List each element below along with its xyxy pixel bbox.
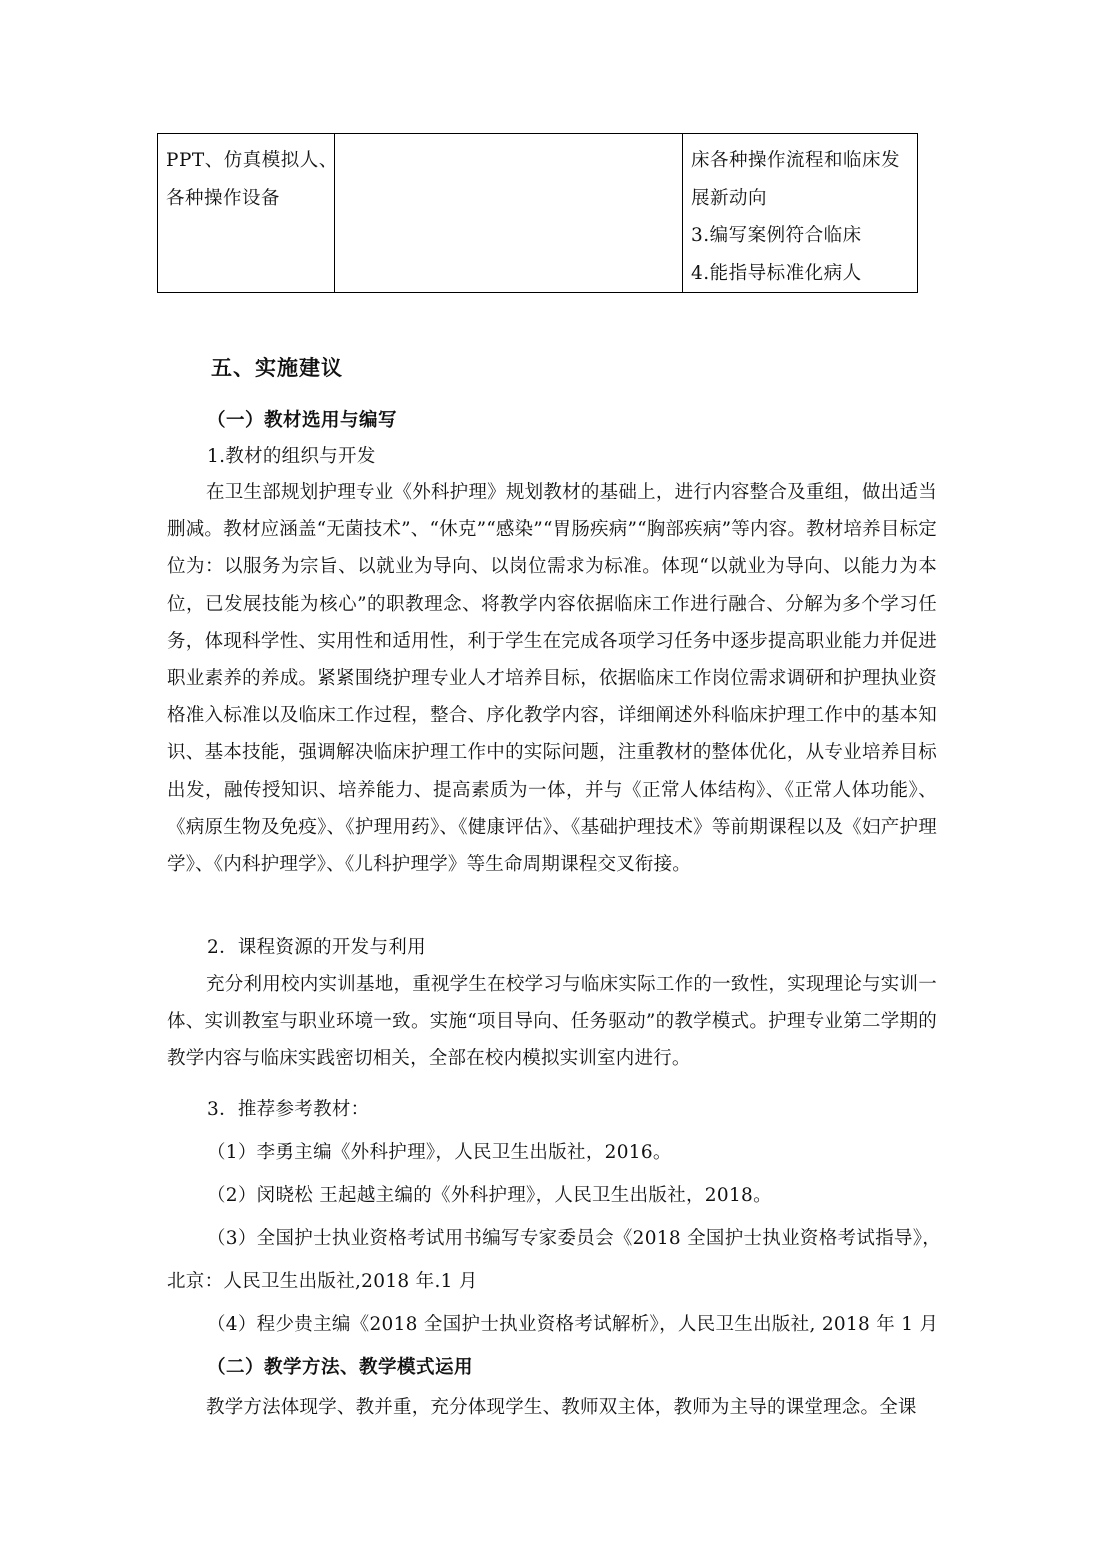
cell-line: 床各种操作流程和临床发 bbox=[691, 150, 901, 171]
subsection-title-materials: （一）教材选用与编写 bbox=[207, 410, 398, 431]
reference-item: （4）程少贵主编《2018 全国护士执业资格考试解析》，人民卫生出版社, 2018 年 1 月 bbox=[207, 1314, 939, 1335]
paragraph-materials: 在卫生部规划护理专业《外科护理》规划教材的基础上，进行内容整合及重组，做出适当删减。教材应涵盖“无菌技术”、“休克”“感染”“胃肠疾病”“胸部疾病”等内容。教材培养目标定位为：以服务为宗旨、以就业为导向、以岗位需求为标准。体现“以就业为导向、以能力为本位，已发展技能为核心”的职教理念、将教学内容依据临床工作进行融合、分解为多个学习任务，体现科学性、实用性和适用性，利于学生在完成各项学习任务中逐步提高职业能力并促进职业素养的养成。紧紧围绕护理专业人才培养目标，依据临床工作岗位需求调研和护理执业资格准入标准以及临床工作过程，整合、序化教学内容，详细阐述外科临床护理工作中的基本知识、基本技能，强调解决临床护理工作中的实际问题，注重教材的整体优化，从专业培养目标出发，融传授知识、培养能力、提高素质为一体，并与《正常人体结构》、《正常人体功能》、《病原生物及免疫》、《护理用药》、《健康评估》、《基础护理技术》等前期课程以及《妇产护理学》、《内科护理学》、《儿科护理学》等生命周期课程交叉衔接。 bbox=[167, 482, 937, 876]
reference-item: （2）闵晓松 王起越主编的《外科护理》，人民卫生出版社，2018。 bbox=[207, 1185, 772, 1206]
paragraph-resources: 充分利用校内实训基地，重视学生在校学习与临床实际工作的一致性，实现理论与实训一体、实训教室与职业环境一致。实施“项目导向、任务驱动”的教学模式。护理专业第二学期的教学内容与临床实践密切相关，全部在校内模拟实训室内进行。 bbox=[167, 974, 937, 1070]
table-cell-empty bbox=[335, 134, 683, 293]
reference-item-continued: 北京：人民卫生出版社,2018 年.1 月 bbox=[167, 1271, 478, 1292]
cell-line: 4.能指导标准化病人 bbox=[691, 262, 862, 284]
item-title-materials: 1.教材的组织与开发 bbox=[207, 446, 376, 467]
curriculum-table-fragment bbox=[157, 133, 918, 293]
table-cell-requirements bbox=[683, 134, 918, 293]
reference-item: （3）全国护士执业资格考试用书编写专家委员会《2018 全国护士执业资格考试指导》， bbox=[207, 1228, 942, 1249]
cell-line: 3.编写案例符合临床 bbox=[691, 225, 862, 246]
subsection-title-methods: （二）教学方法、教学模式运用 bbox=[207, 1357, 474, 1378]
cell-line: 展新动向 bbox=[691, 187, 768, 209]
table-cell-resources bbox=[158, 134, 338, 293]
reference-item: （1）李勇主编《外科护理》，人民卫生出版社，2016。 bbox=[207, 1142, 672, 1163]
item-title-references: 3．推荐参考教材： bbox=[207, 1099, 370, 1120]
cell-line: PPT、仿真模拟人、 bbox=[166, 150, 338, 171]
table-row bbox=[158, 134, 918, 293]
item-title-resources: 2．课程资源的开发与利用 bbox=[207, 937, 426, 958]
cell-line: 各种操作设备 bbox=[166, 187, 281, 209]
section-title: 五、实施建议 bbox=[211, 355, 343, 380]
paragraph-methods: 教学方法体现学、教并重，充分体现学生、教师双主体，教师为主导的课堂理念。全课 bbox=[206, 1397, 917, 1418]
